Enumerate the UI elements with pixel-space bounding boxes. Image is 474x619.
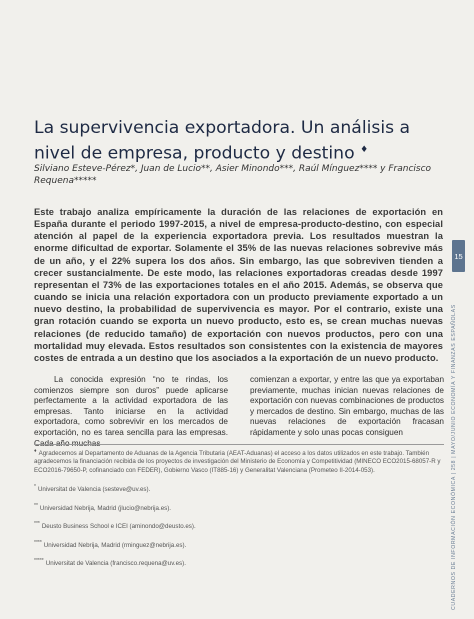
footnote bbox=[34, 483, 444, 494]
footnote bbox=[34, 447, 444, 475]
footnote-symbol: ** bbox=[34, 502, 38, 509]
body-columns bbox=[34, 375, 444, 448]
footnote-text: Universidad Nebrija, Madrid (rminguez@nebrija.es). bbox=[43, 541, 187, 549]
footnote-text: Universitat de Valencia (sesteve@uv.es). bbox=[37, 486, 151, 494]
footnote bbox=[34, 539, 444, 550]
page-number: 15 bbox=[452, 240, 465, 272]
author-list: Silviano Esteve-Pérez*, Juan de Lucio**, Asier Minondo***, Raúl Mínguez**** y Francisco Requena***** bbox=[34, 164, 432, 186]
article-title bbox=[34, 117, 434, 165]
footnote-text: Universidad Nebrija, Madrid (jlucio@nebrija.es). bbox=[39, 504, 172, 512]
side-running-text: CUADERNOS DE INFORMACIÓN ECONÓMICA | 258 | MAYO/JUNIO ECONOMÍA Y FINANZAS ESPAÑOLAS bbox=[451, 304, 457, 610]
footnote-text: Deusto Business School e ICEI (aminondo@deusto.es). bbox=[41, 523, 196, 531]
article-title-text: La supervivencia exportadora. Un análisis a nivel de empresa, producto y destino bbox=[34, 118, 411, 164]
footnote-symbol: *** bbox=[34, 521, 40, 528]
footnote-divider bbox=[34, 444, 444, 445]
abstract: Este trabajo analiza empíricamente la duración de las relaciones de exportación en España durante el periodo 1997-2015, a nivel de empresa-producto-destino, con especial atención al papel de la experiencia exportadora previa. Los resultados muestran la enorme dificultad de exportar. Solamente el 35% de las nuevas relaciones sobrevive más de un año, y el 22% supera los dos años. Sin embargo, las que sobreviven tienden a crecer sustancialmente. De este modo, las relaciones exportadoras creadas desde 1997 representan el 73% de las exportaciones totales en el año 2015. Además, se observa que cuando se inicia una relación exportadora con un producto previamente exportado a un nuevo destino, la probabilidad de supervivencia es mayor. Por el contrario, existe una gran rotación cuando se exporta un nuevo producto, esto es, se crean muchas nuevas relaciones (de reducido tamaño) de exportación con nuevos productos, pero con una mortalidad muy elevada. Estos resultados son consistentes con la existencia de mayores costes de entrada a un destino que los asociados a la exportación de un nuevo producto. bbox=[34, 207, 443, 363]
title-footnote-mark: ♦ bbox=[360, 145, 369, 155]
body-column-right: comienzan a exportar, y entre las que ya exportaban previamente, muchas inician nuevas relaciones de exportación con nuevas combinaciones de productos y mercados de destino. Sin embargo, muchas de las nuevas relaciones de exportación fracasan rápidamente y solo unas pocas consiguen bbox=[250, 375, 444, 437]
footnote-symbol: * bbox=[34, 484, 36, 491]
footnote bbox=[34, 557, 444, 568]
footnote-symbol: ♦ bbox=[34, 448, 37, 454]
footnote-symbol: ***** bbox=[34, 558, 44, 565]
footnote-symbol: **** bbox=[34, 539, 42, 546]
body-column-left: La conocida expresión “no te rindas, los comienzos siempre son duros” puede aplicarse perfectamente a la actividad exportadora de las empresas. Tanto iniciarse en la actividad exportadora, como sobrevivir en los mercados de exportación, no es tarea sencilla para las empresas. Cada año muchas bbox=[34, 375, 228, 448]
footnotes bbox=[34, 447, 444, 576]
footnote bbox=[34, 520, 444, 531]
footnote-text: Universitat de Valencia (francisco.requena@uv.es). bbox=[45, 560, 186, 568]
footnote bbox=[34, 502, 444, 513]
journal-side-running-head bbox=[451, 140, 465, 610]
footnote-text: Agradecemos al Departamento de Aduanas de la Agencia Tributaria (AEAT-Aduanas) el acceso a los datos utilizados en este trabajo. También agradecemos la financiación recibida de los proyectos de investigación del Ministerio de Economía y Competitividad (MINECO ECO2015-68057-R y ECO2016-79650-P, cofinanciado con FEDER), Gobierno Vasco (IT885-16) y Generalitat Valenciana (Prometeo II-2014-053). bbox=[34, 450, 441, 474]
